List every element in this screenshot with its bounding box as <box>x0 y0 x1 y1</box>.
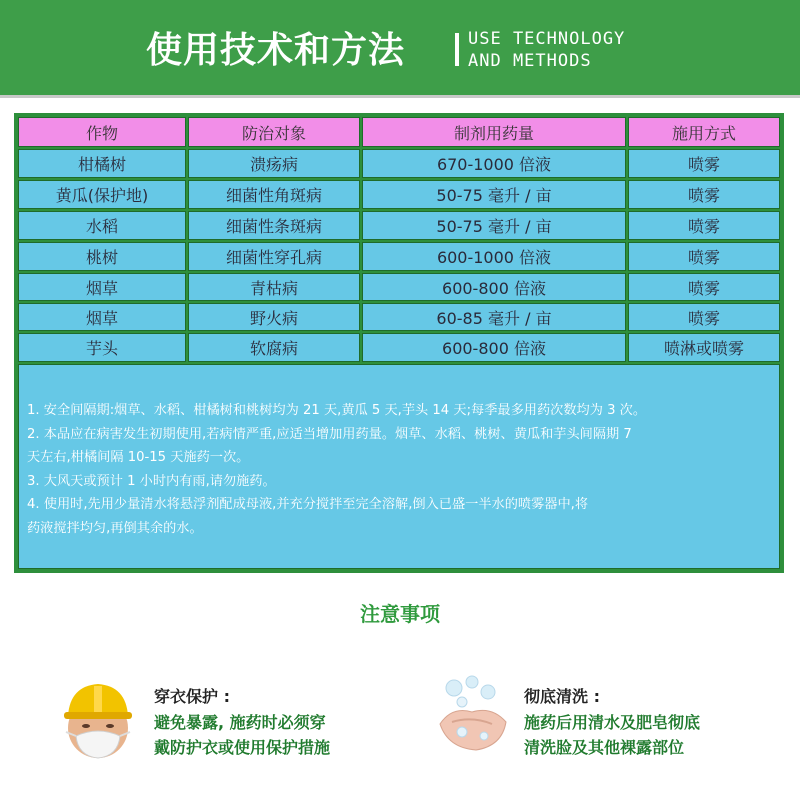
table-cell: 烟草 <box>18 273 186 301</box>
protection-text-line-1: 避免暴露, 施药时必须穿 <box>154 713 326 732</box>
table-cell: 喷淋或喷雾 <box>628 333 780 362</box>
protection-text-line-2: 戴防护衣或使用保护措施 <box>154 738 331 757</box>
table-cell: 细菌性角斑病 <box>188 180 360 209</box>
table-cell: 柑橘树 <box>18 149 186 178</box>
table-cell: 细菌性穿孔病 <box>188 242 360 271</box>
table-cell: 50-75 毫升 / 亩 <box>362 211 626 240</box>
title-divider <box>455 33 459 66</box>
subtitle-line-1: USE TECHNOLOGY <box>468 29 626 49</box>
table-cell: 600-1000 倍液 <box>362 242 626 271</box>
note-line: 1. 安全间隔期:烟草、水稻、柑橘树和桃树均为 21 天,黄瓜 5 天,芋头 14 天;每季最多用药次数均为 3 次。 <box>27 403 647 418</box>
note-line: 2. 本品应在病害发生初期使用,若病情严重,应适当增加用药量。烟草、水稻、桃树、黄瓜和芋头间隔期 7 <box>27 426 632 442</box>
table-cell: 50-75 毫升 / 亩 <box>362 180 626 209</box>
table-cell: 60-85 毫升 / 亩 <box>362 303 626 331</box>
column-header-dosage: 制剂用药量 <box>362 117 626 147</box>
column-header-target: 防治对象 <box>188 117 360 147</box>
column-header-crop: 作物 <box>18 117 186 147</box>
subtitle-line-2: AND METHODS <box>468 51 592 71</box>
table-cell: 烟草 <box>18 303 186 331</box>
table-cell: 600-800 倍液 <box>362 333 626 362</box>
table-cell: 喷雾 <box>628 242 780 271</box>
table-cell: 670-1000 倍液 <box>362 149 626 178</box>
table-cell: 喷雾 <box>628 180 780 209</box>
page-title: 使用技术和方法 <box>146 30 406 71</box>
note-line: 天左右,柑橘间隔 10-15 天施药一次。 <box>27 450 250 465</box>
note-line: 4. 使用时,先用少量清水将悬浮剂配成母液,并充分搅拌至完全溶解,倒入已盛一半水的喷雾器中,将 <box>27 497 589 512</box>
header-banner <box>0 0 800 98</box>
washing-heading: 彻底清洗 : <box>524 687 600 706</box>
table-cell: 野火病 <box>188 303 360 331</box>
usage-table <box>14 113 784 573</box>
note-line: 3. 大风天或预计 1 小时内有雨,请勿施药。 <box>27 473 276 489</box>
washing-text-line-1: 施药后用清水及肥皂彻底 <box>524 713 701 732</box>
worker-with-mask-icon <box>58 678 138 760</box>
english-subtitle <box>468 28 625 72</box>
table-cell: 黄瓜(保护地) <box>18 180 186 209</box>
hand-washing-icon <box>432 672 514 758</box>
table-cell: 喷雾 <box>628 211 780 240</box>
table-cell: 细菌性条斑病 <box>188 211 360 240</box>
note-line: 药液搅拌均匀,再倒其余的水。 <box>27 520 203 536</box>
table-cell: 水稻 <box>18 211 186 240</box>
table-cell: 青枯病 <box>188 273 360 301</box>
column-header-method: 施用方式 <box>628 117 780 147</box>
usage-notes <box>18 364 780 569</box>
table-cell: 喷雾 <box>628 273 780 301</box>
table-cell: 喷雾 <box>628 303 780 331</box>
table-cell: 芋头 <box>18 333 186 362</box>
washing-text-line-2: 清洗脸及其他裸露部位 <box>524 738 685 757</box>
protection-heading: 穿衣保护 : <box>154 687 230 706</box>
table-cell: 桃树 <box>18 242 186 271</box>
precautions-title: 注意事项 <box>360 602 440 626</box>
table-cell: 软腐病 <box>188 333 360 362</box>
table-cell: 600-800 倍液 <box>362 273 626 301</box>
table-cell: 喷雾 <box>628 149 780 178</box>
table-cell: 溃疡病 <box>188 149 360 178</box>
